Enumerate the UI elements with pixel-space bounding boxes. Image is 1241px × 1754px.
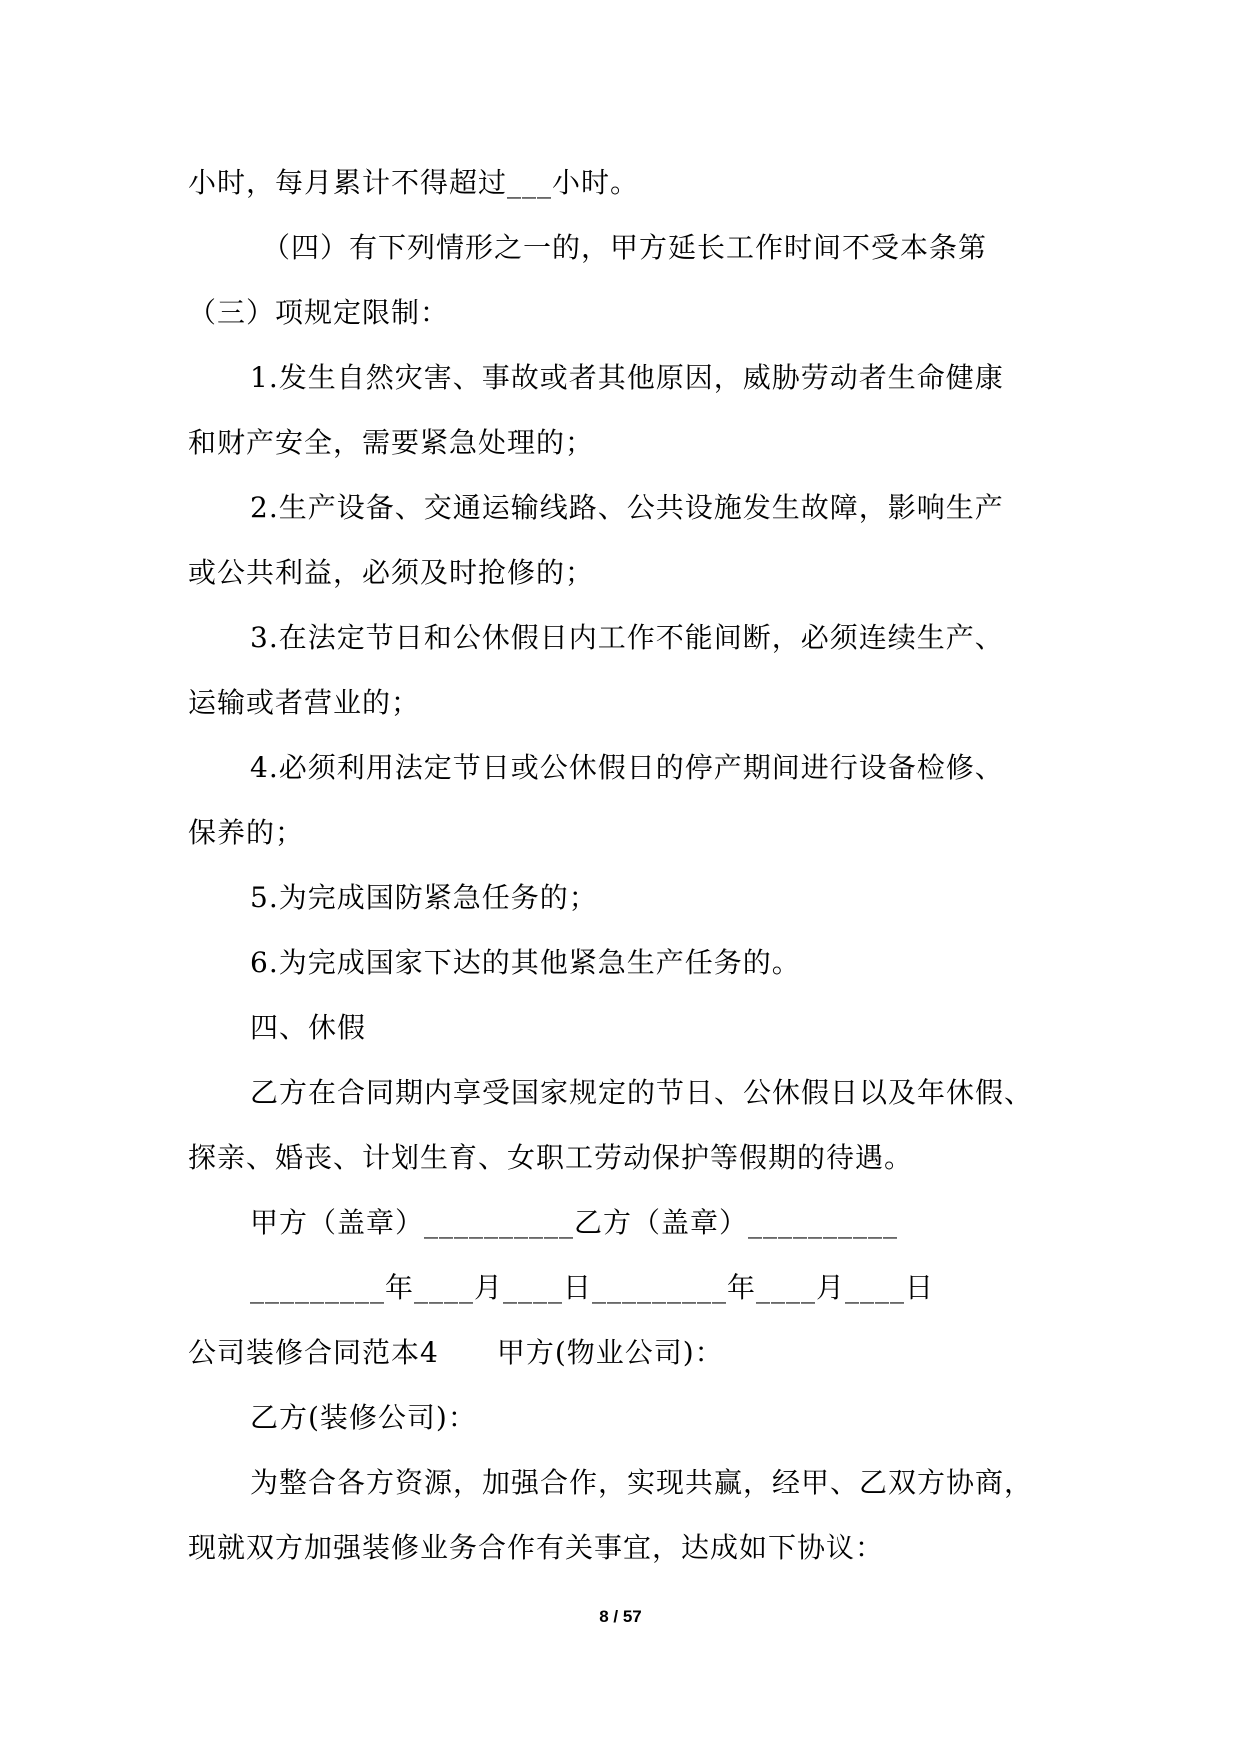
text-line: 5.为完成国防紧急任务的；	[250, 881, 598, 914]
date-line: _________年____月____日_________年____月____日	[250, 1271, 935, 1304]
text-line: 6.为完成国家下达的其他紧急生产任务的。	[250, 946, 801, 979]
text-line: 乙方(装修公司)：	[250, 1401, 477, 1434]
text-line: 为整合各方资源，加强合作，实现共赢，经甲、乙双方协商，	[250, 1466, 1034, 1499]
text-line: 和财产安全，需要紧急处理的；	[188, 426, 595, 459]
text-line: 保养的；	[188, 816, 305, 849]
page-number: 8 / 57	[599, 1607, 642, 1626]
text-line: 或公共利益，必须及时抢修的；	[188, 556, 595, 589]
text-line: 乙方在合同期内享受国家规定的节日、公休假日以及年休假、	[250, 1076, 1034, 1109]
text-line: 3.在法定节日和公休假日内工作不能间断，必须连续生产、	[250, 621, 1004, 654]
text-line: 现就双方加强装修业务合作有关事宜，达成如下协议：	[188, 1531, 885, 1564]
text-line: 2.生产设备、交通运输线路、公共设施发生故障，影响生产	[250, 491, 1004, 524]
text-line: 运输或者营业的；	[188, 686, 421, 719]
text-line: 1.发生自然灾害、事故或者其他原因，威胁劳动者生命健康	[250, 361, 1004, 394]
text-line: （四）有下列情形之一的，甲方延长工作时间不受本条第	[262, 231, 988, 264]
section-heading: 四、休假	[250, 1011, 367, 1044]
text-line: 探亲、婚丧、计划生育、女职工劳动保护等假期的待遇。	[188, 1141, 914, 1174]
signature-line: 甲方（盖章）__________乙方（盖章）__________	[250, 1206, 899, 1239]
text-line: 4.必须利用法定节日或公休假日的停产期间进行设备检修、	[250, 751, 1004, 784]
text-line: （三）项规定限制：	[188, 296, 450, 329]
text-line: 小时，每月累计不得超过___小时。	[188, 166, 640, 199]
contract-title-line: 公司装修合同范本4 甲方(物业公司)：	[188, 1336, 724, 1369]
